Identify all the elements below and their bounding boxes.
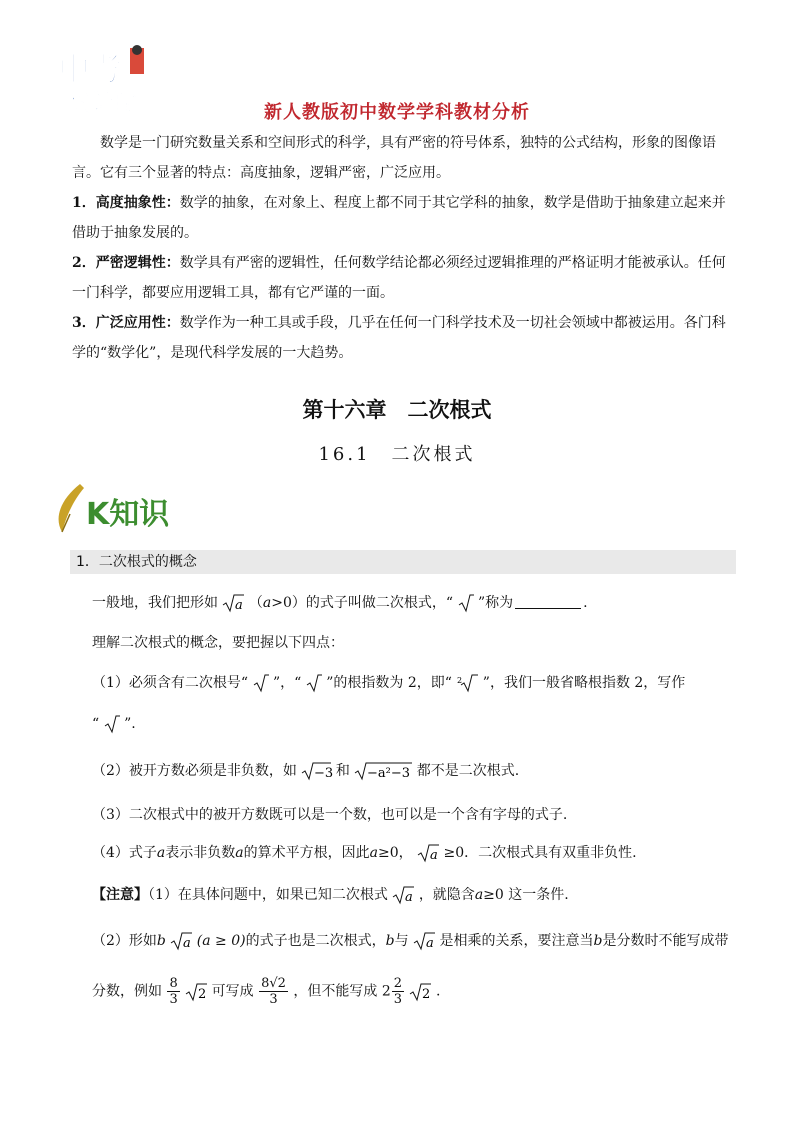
svg-text:a: a: [430, 848, 438, 863]
sqrt-a-symbol: [222, 593, 244, 613]
fraction-8sqrt2-over-3: $\frac{8√2}{3}$: [261, 976, 286, 1007]
logo-text-top: 中考: [58, 50, 123, 88]
sqrt-neg3-symbol: [301, 761, 334, 781]
sqrt-symbol: [458, 593, 474, 613]
index-2-sqrt-symbol: [456, 673, 478, 693]
point-4-line: （4）式子a表示非负数a的算术平方根，因此a≥0， a ≥0．二次根式具有双重非负性.: [92, 845, 637, 863]
sqrt-a-symbol: [392, 885, 414, 905]
point-1-continued: “ ”.: [92, 716, 136, 732]
key-points-intro: 理解二次根式的概念，要把握以下四点：: [92, 635, 344, 651]
point-2-line: （2）被开方数必须是非负数，如 −3 和 −a²−3 都不是二次根式.: [92, 763, 520, 781]
svg-text:−a²−3: −a²−3: [367, 766, 411, 781]
feature-text: 数学的抽象，在对象上、程度上都不同于其它学科的抽象，数学是借助于抽象建立起来并借助于抽象发展的。: [72, 195, 726, 241]
feather-icon: [59, 484, 84, 532]
sqrt-2-symbol: [185, 982, 207, 1002]
svg-text:a: a: [235, 598, 244, 613]
note-2-example-line: 分数，例如 $\frac{8}{3}$ 2 可写成 $\frac{8√2}{3}$ ，但不能写成 2 $\frac{2}{3}$ 2 .: [92, 976, 441, 1007]
fraction-2-over-3: $\frac{2}{3}$: [393, 976, 403, 1007]
intro-paragraph: 数学是一门研究数量关系和空间形式的科学，具有严密的符号体系，独特的公式结构，形象的图像语言。它有三个显著的特点：高度抽象，逻辑严密，广泛应用。: [72, 135, 716, 181]
svg-text:−3: −3: [314, 766, 334, 781]
chapter-title: 第十六章 二次根式: [302, 397, 492, 422]
sqrt-a-symbol: [417, 843, 439, 863]
sqrt-a-symbol: [413, 931, 435, 951]
knowledge-logo: [50, 478, 190, 538]
note-1-line: 【注意】（1）在具体问题中，如果已知二次根式 a ，就隐含a≥0 这一条件.: [92, 887, 569, 905]
sqrt-symbol: [104, 714, 120, 734]
point-1-line: （1）必须含有二次根号“ ”，“ ”的根指数为 2，即“ 2 ”，我们一般省略根指数 2，写作: [92, 675, 686, 691]
feature-item-2: [72, 248, 732, 308]
definition-line: 一般地，我们把形如 a （a>0）的式子叫做二次根式，“ ”称为 .: [92, 595, 588, 613]
feature-label: 3．广泛应用性：: [72, 315, 180, 331]
feature-text: 数学作为一种工具或手段，几乎在任何一门科学技术及一切社会领域中都被运用。各门科学的“数学化”，是现代科学发展的一大趋势。: [72, 315, 726, 361]
answer-blank[interactable]: [515, 594, 581, 609]
note-2-line: （2）形如b a (a ≥ 0)的式子也是二次根式，b与 a 是相乘的关系，要注意当b是分数时不能写成带: [92, 933, 729, 951]
svg-text:2: 2: [457, 676, 463, 685]
sqrt-neg-a2-minus3-symbol: [354, 761, 412, 781]
concept-heading: 1．二次根式的概念: [70, 550, 736, 574]
fraction-8-over-3: $\frac{8}{3}$: [169, 976, 178, 1007]
note-label: 【注意】: [92, 887, 148, 903]
feature-item-1: [72, 188, 732, 248]
document-title: 新人教版初中数学学科教材分析: [264, 102, 530, 123]
svg-text:a: a: [426, 936, 434, 951]
sqrt-a-symbol: [170, 931, 192, 951]
feature-label: 1．高度抽象性：: [72, 195, 180, 211]
knowledge-logo-text: K知识: [86, 497, 170, 532]
feature-text: 数学具有严密的逻辑性，任何数学结论都必须经过逻辑推理的严格证明才能被承认。任何一门科学，都要应用逻辑工具，都有它严谨的一面。: [72, 255, 726, 301]
svg-text:a: a: [405, 890, 414, 905]
logo-text-bottom: 倒计时: [70, 91, 137, 116]
sqrt-symbol: [253, 673, 269, 693]
sqrt-2-symbol: [409, 982, 431, 1002]
section-title: 16.1 二次根式: [318, 444, 476, 465]
svg-text:a: a: [183, 936, 192, 951]
point-3-line: （3）二次根式中的被开方数既可以是一个数，也可以是一个含有字母的式子.: [92, 807, 568, 823]
feature-item-3: [72, 308, 732, 368]
svg-text:2: 2: [198, 986, 207, 1002]
svg-text:2: 2: [422, 986, 431, 1002]
sqrt-symbol: [306, 673, 322, 693]
mixed-number-whole: 2: [381, 983, 391, 1000]
feature-label: 2．严密逻辑性：: [72, 255, 180, 271]
